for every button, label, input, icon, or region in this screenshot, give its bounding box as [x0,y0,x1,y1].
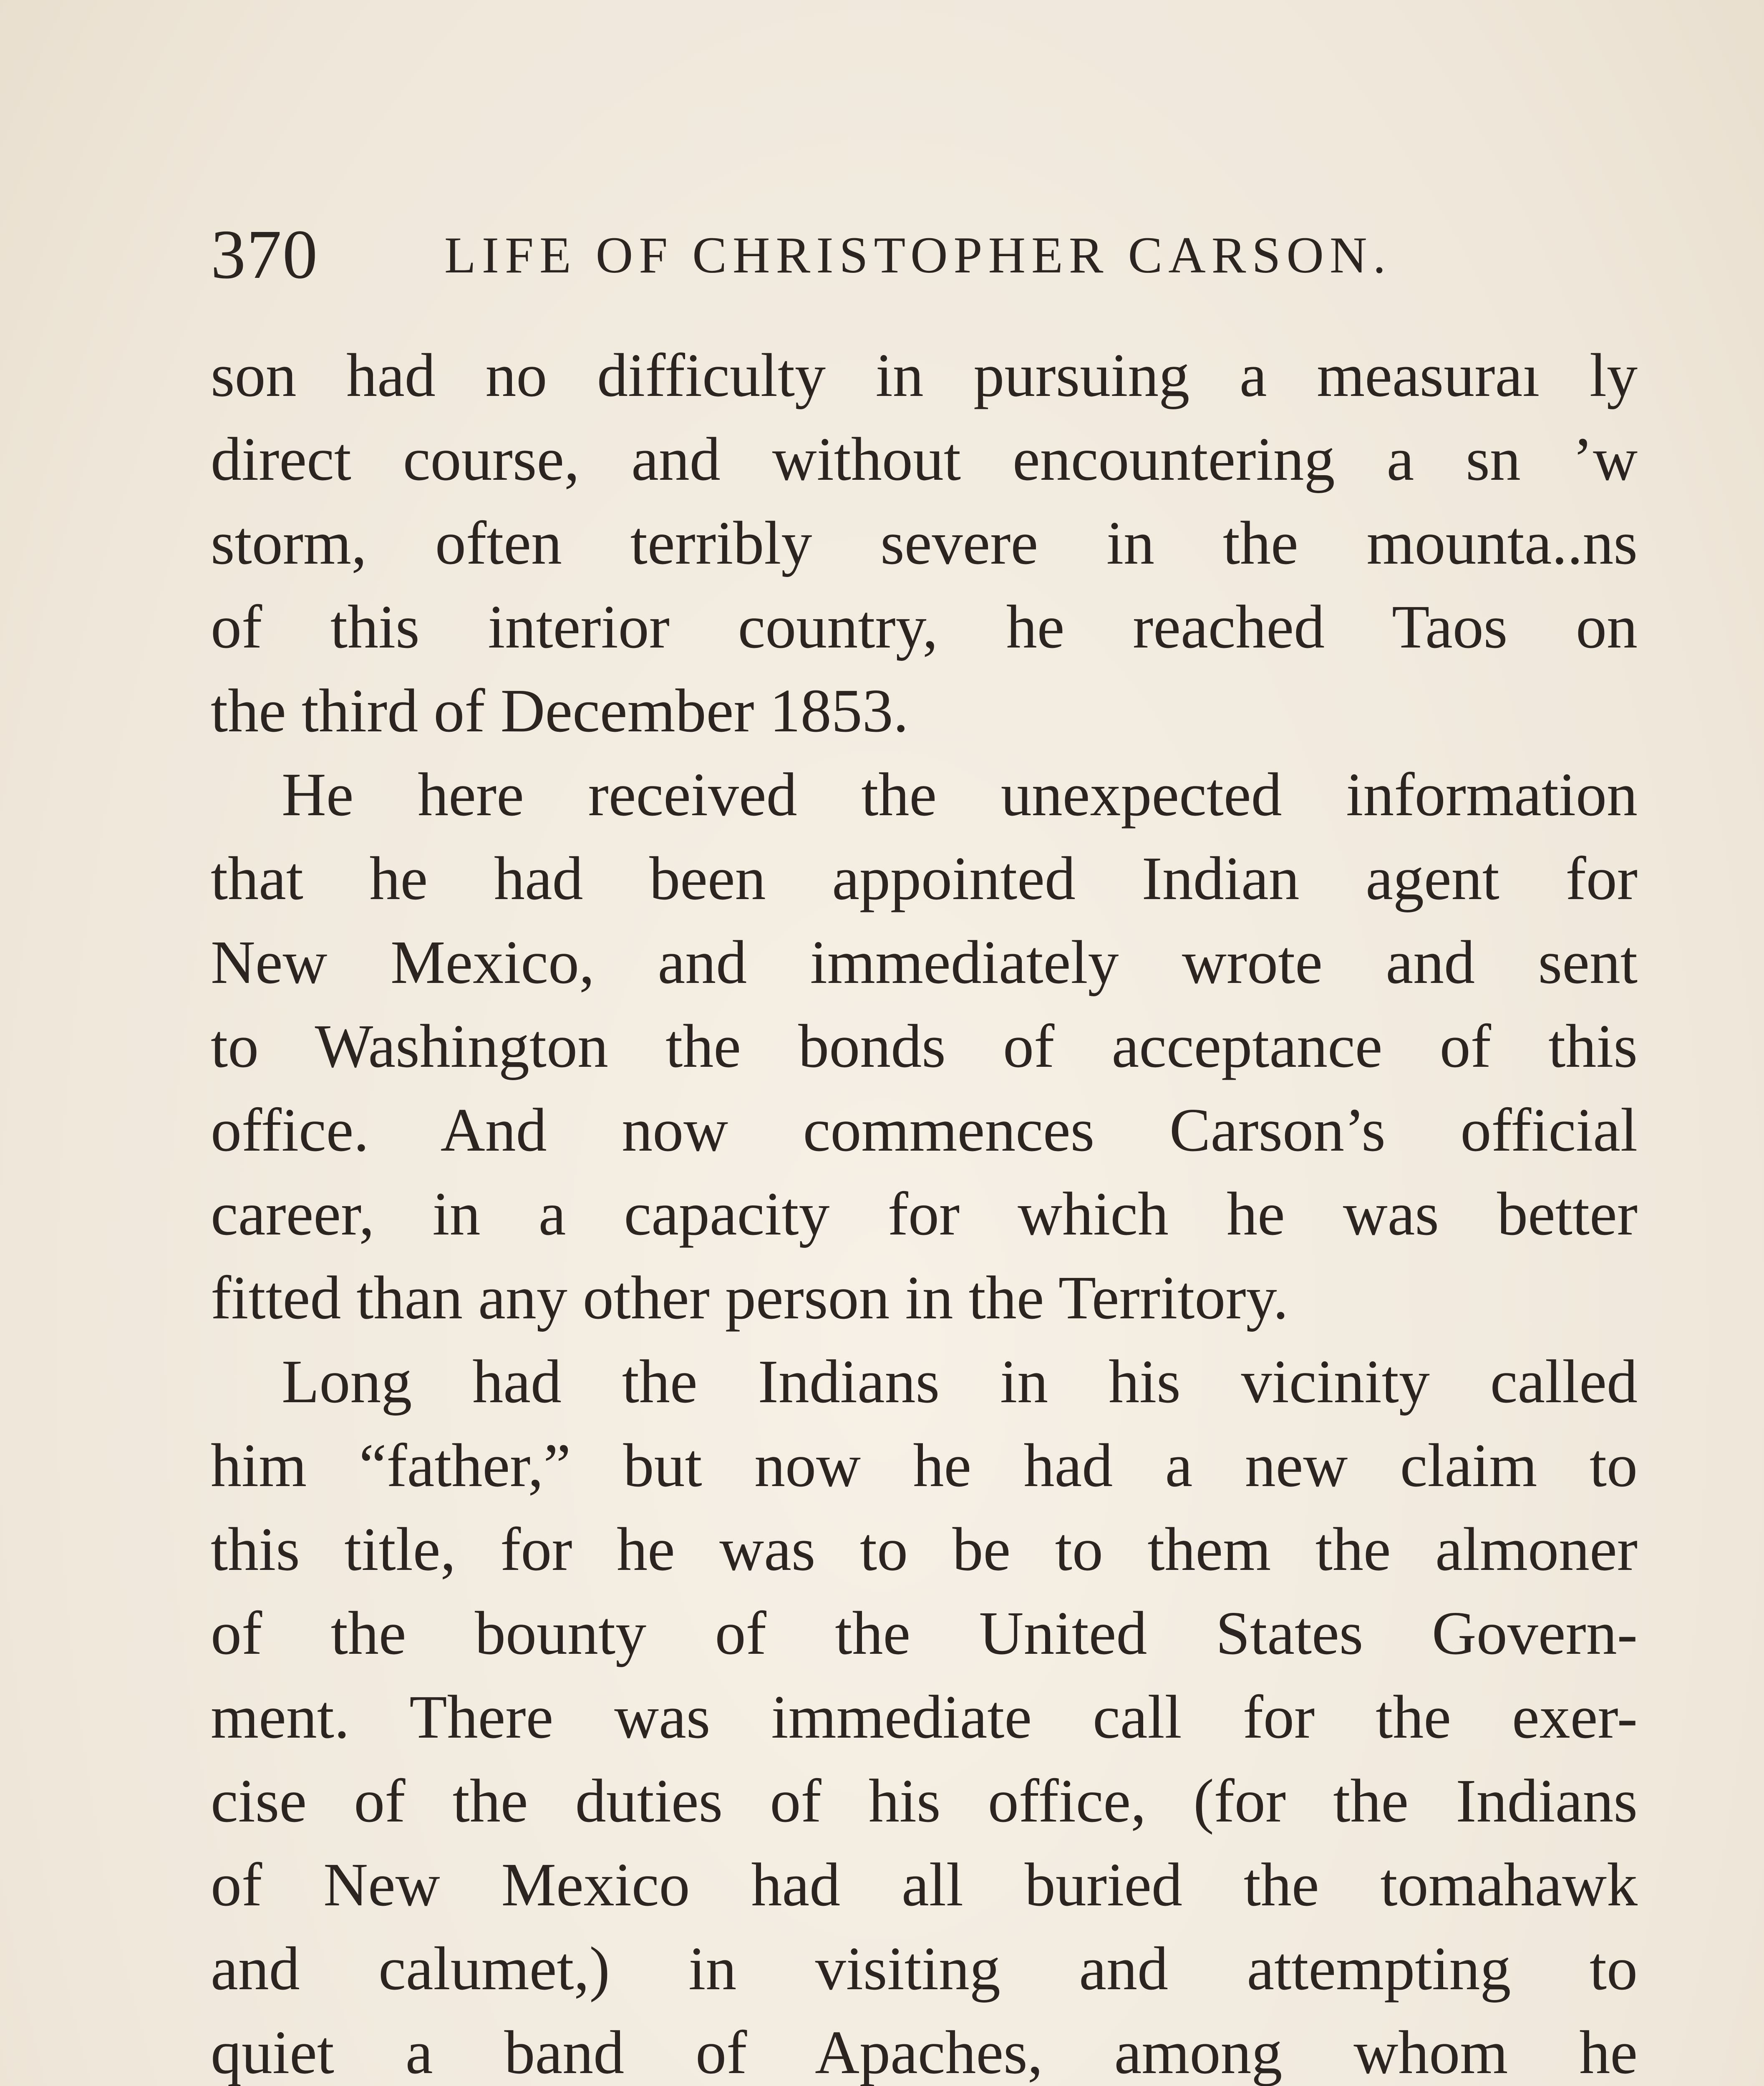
text-line: storm, often terribly severe in the mounta..ns [211,509,1638,577]
text-line: quiet a band of Apaches, among whom he [211,2018,1638,2086]
text-line: of this interior country, he reached Taos on [211,593,1638,661]
body-text [211,334,1638,2086]
text-line: this title, for he was to be to them the almoner [211,1515,1638,1584]
text-line: office. And now commences Carson’s official [211,1096,1638,1164]
paragraph-start: Long had the Indians in his vicinity called [282,1348,1638,1416]
text-line: him “father,” but now he had a new claim to [211,1431,1638,1500]
page-number: 370 [211,216,318,293]
text-line: fitted than any other person in the Territory. [211,1264,1288,1332]
running-title: LIFE OF CHRISTOPHER CARSON. [444,227,1392,284]
text-line: ment. There was immediate call for the exer- [211,1683,1638,1751]
text-line: career, in a capacity for which he was better [211,1180,1638,1248]
text-line: cise of the duties of his office, (for the Indians [211,1767,1638,1835]
text-line: to Washington the bonds of acceptance of this [211,1012,1638,1081]
text-line: New Mexico, and immediately wrote and sent [211,928,1638,997]
text-line: that he had been appointed Indian agent for [211,844,1638,913]
text-line: the third of December 1853. [211,677,909,745]
text-line: direct course, and without encountering a sn ’w [211,425,1638,494]
text-line: of the bounty of the United States Govern- [211,1599,1638,1668]
paragraph-start: He here received the unexpected information [282,761,1638,829]
text-line: son had no difficulty in pursuing a measuraı ly [211,341,1638,410]
page-header [211,213,1638,296]
text-line: and calumet,) in visiting and attempting to [211,1935,1638,2003]
text-line: of New Mexico had all buried the tomahawk [211,1851,1638,1919]
